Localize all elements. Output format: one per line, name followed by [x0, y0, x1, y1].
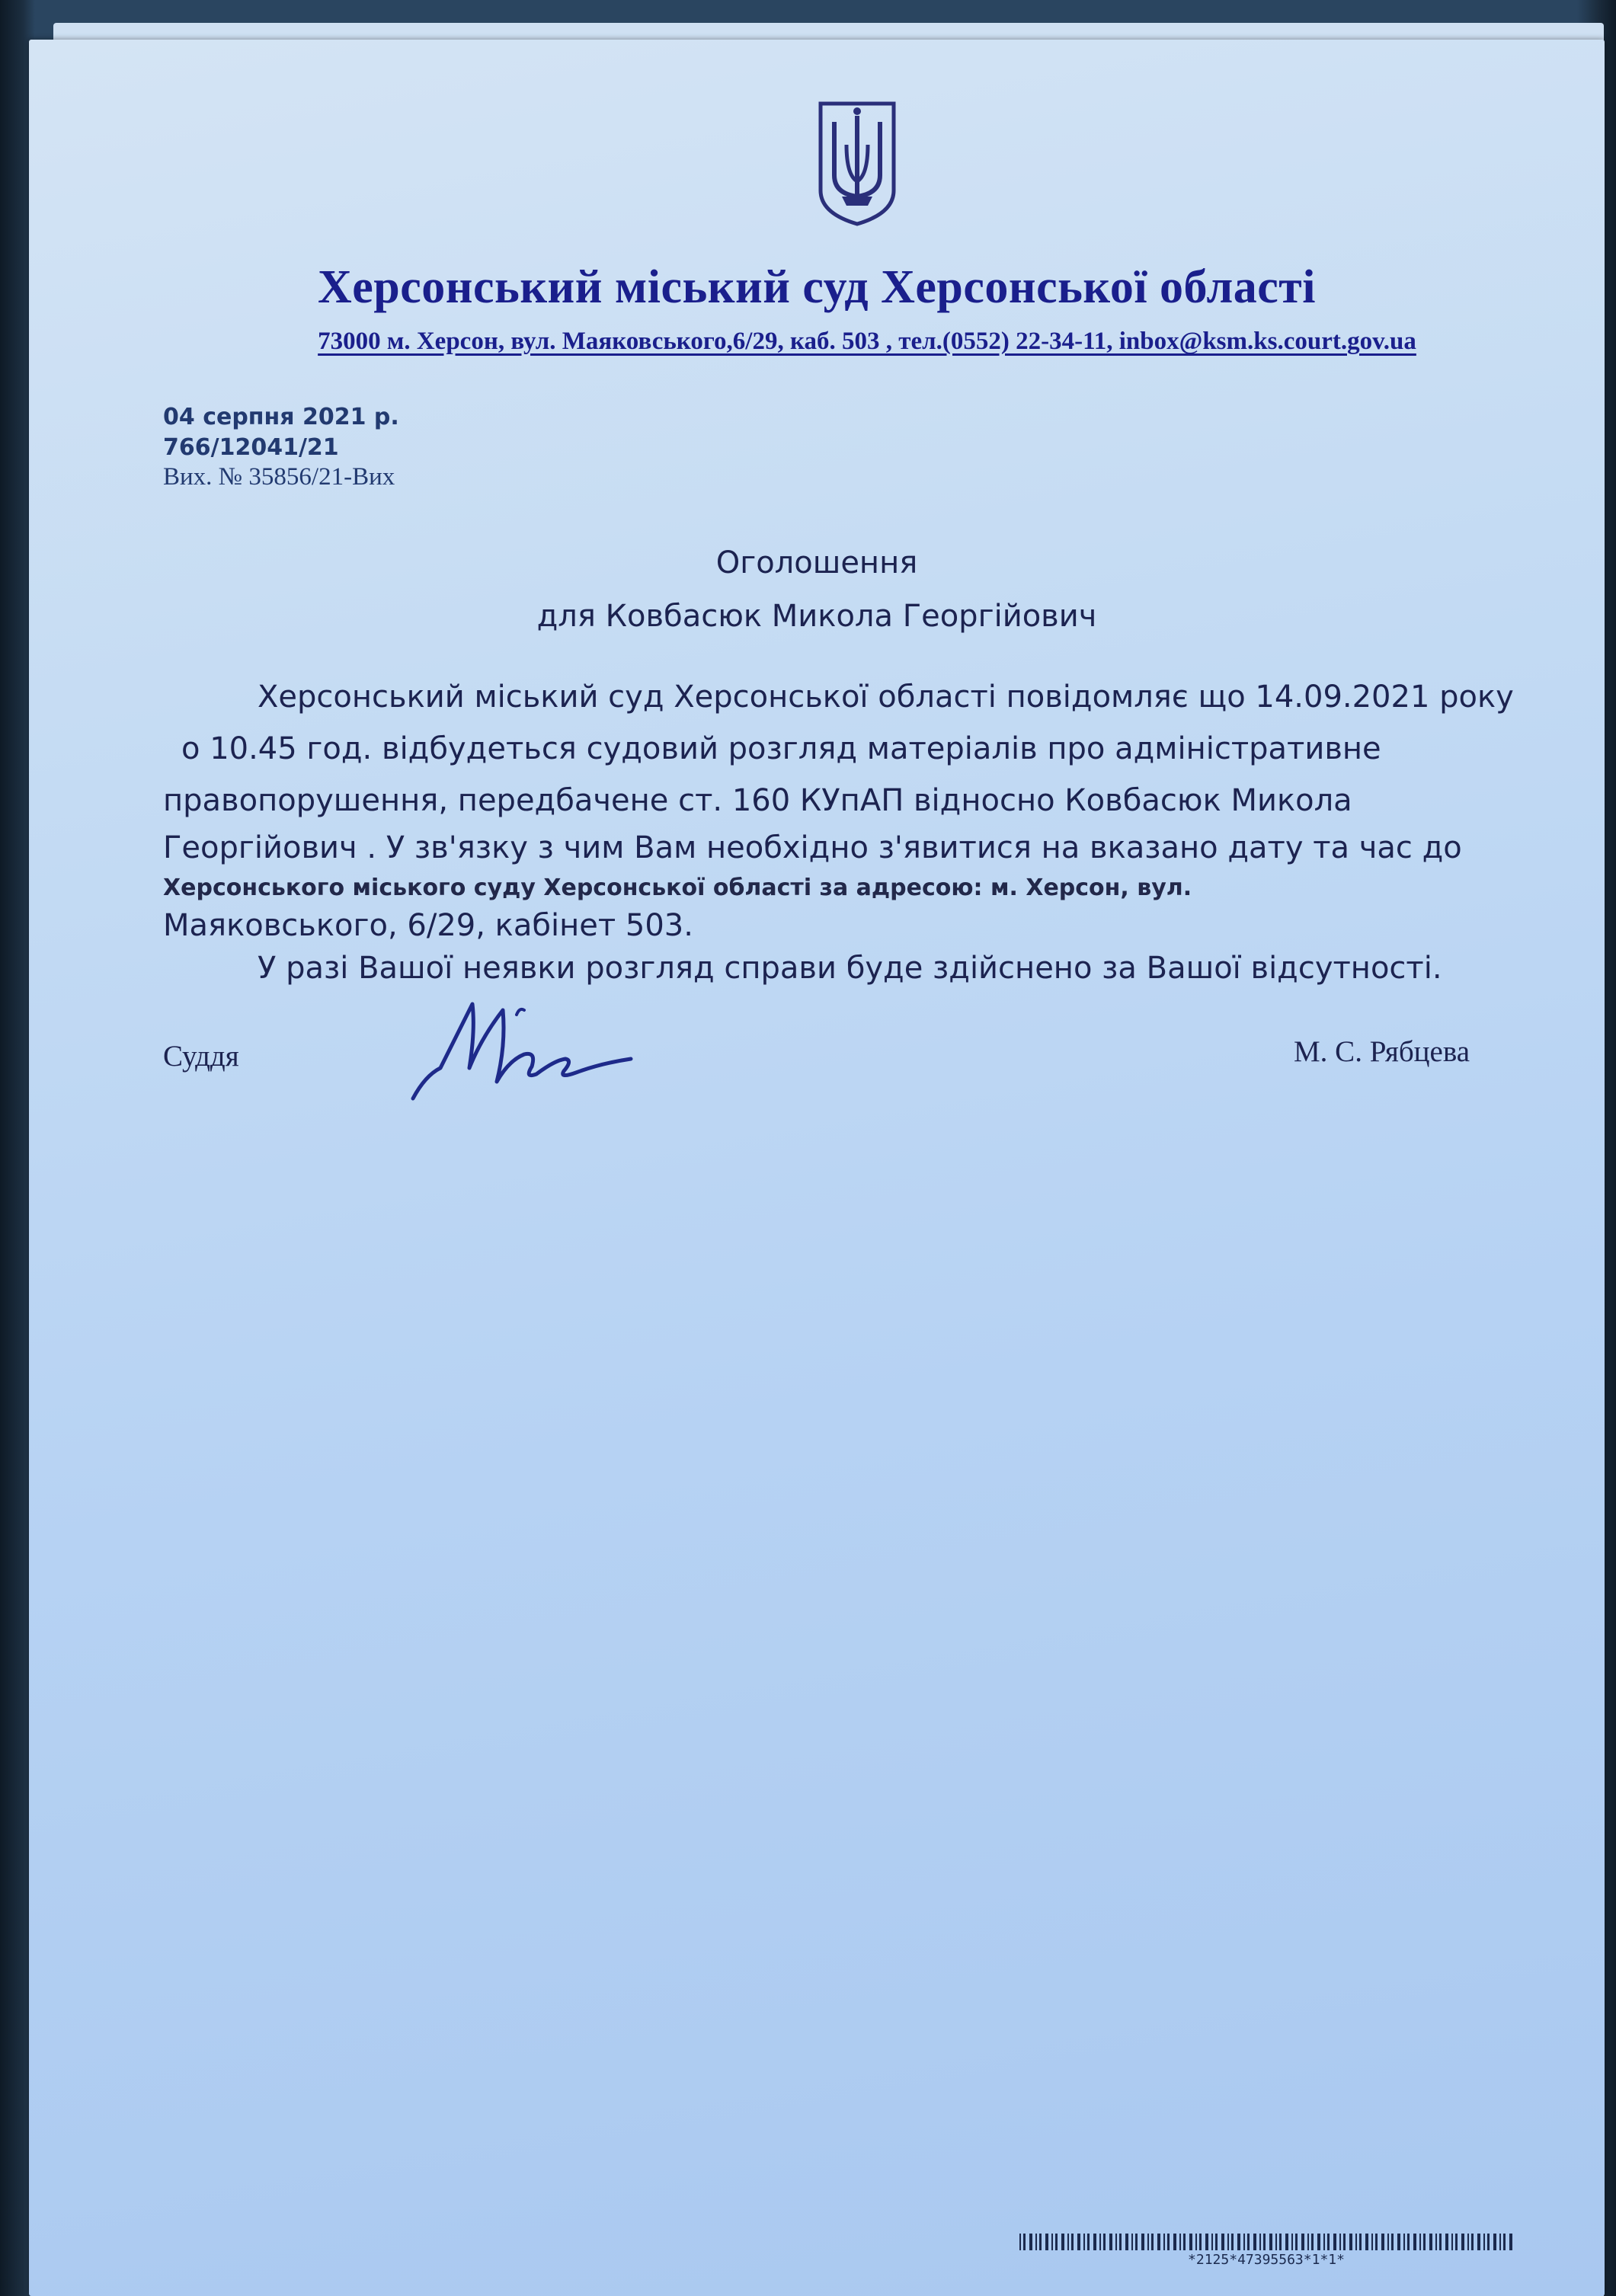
document-page — [29, 40, 1605, 2296]
notice-body-line: Херсонський міський суд Херсонської області повідомляє що 14.09.2021 року — [258, 680, 1514, 715]
barcode-icon — [1019, 2234, 1513, 2250]
outgoing-number: Вих. № 35856/21-Вих — [163, 463, 395, 491]
notice-addressee: для Ковбасюк Микола Георгійович — [536, 599, 1097, 634]
signature-role: Суддя — [163, 1040, 239, 1073]
notice-body-line: Херсонського міського суду Херсонської області за адресою: м. Херсон, вул. — [163, 875, 1192, 901]
document-date: 04 серпня 2021 р. — [163, 404, 399, 430]
court-name-heading: Херсонський міський суд Херсонської області — [318, 261, 1316, 313]
notice-body-line: Маяковського, 6/29, кабінет 503. — [163, 908, 693, 943]
notice-body-line: о 10.45 год. відбудеться судовий розгляд матеріалів про адміністративне — [181, 731, 1381, 766]
notice-title: Оголошення — [715, 545, 918, 580]
notice-body-line: У разі Вашої неявки розгляд справи буде здійснено за Вашої відсутності. — [258, 951, 1442, 986]
case-number: 766/12041/21 — [163, 434, 339, 461]
notice-body-line: правопорушення, передбачене ст. 160 КУпАП відносно Ковбасюк Микола — [163, 783, 1352, 818]
handwritten-signature — [402, 984, 646, 1114]
barcode-number: *2125*47395563*1*1* — [1188, 2252, 1345, 2268]
court-address-line: 73000 м. Херсон, вул. Маяковського,6/29, каб. 503 , тел.(0552) 22-34-11, inbox@ksm.ks.court.gov.ua — [318, 328, 1416, 355]
trident-coat-of-arms-icon — [816, 99, 898, 227]
notice-body-line: Георгійович . У зв'язку з чим Вам необхідно з'явитися на вказано дату та час до — [163, 830, 1462, 865]
judge-name: М. С. Рябцева — [1294, 1035, 1470, 1068]
